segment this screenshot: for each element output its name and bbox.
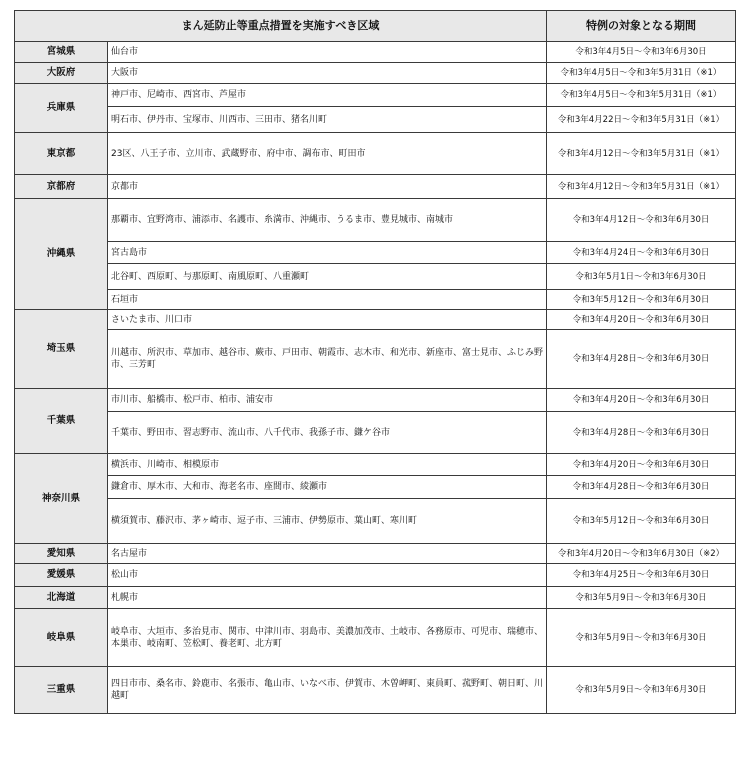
period-cell: 令和3年4月12日～令和3年6月30日 <box>547 199 736 242</box>
period-cell: 令和3年4月22日～令和3年5月31日（※1） <box>547 107 736 133</box>
table-row <box>15 310 736 330</box>
prefecture-cell: 大阪府 <box>15 63 108 84</box>
area-cell: 明石市、伊丹市、宝塚市、川西市、三田市、猪名川町 <box>108 107 547 133</box>
period-cell: 令和3年4月5日～令和3年5月31日（※1） <box>547 84 736 107</box>
period-cell: 令和3年4月5日～令和3年6月30日 <box>547 42 736 63</box>
prefecture-cell: 北海道 <box>15 587 108 609</box>
table-row <box>15 564 736 587</box>
area-cell: 神戸市、尼崎市、西宮市、芦屋市 <box>108 84 547 107</box>
area-cell: 名古屋市 <box>108 544 547 564</box>
period-cell: 令和3年4月20日～令和3年6月30日 <box>547 389 736 412</box>
table-row <box>15 389 736 412</box>
prefecture-cell: 愛知県 <box>15 544 108 564</box>
prefecture-cell: 沖縄県 <box>15 199 108 310</box>
table-row <box>15 544 736 564</box>
document-page <box>14 10 736 714</box>
area-cell: 石垣市 <box>108 290 547 310</box>
area-cell: 鎌倉市、厚木市、大和市、海老名市、座間市、綾瀬市 <box>108 476 547 499</box>
area-cell: 仙台市 <box>108 42 547 63</box>
prefecture-cell: 岐阜県 <box>15 609 108 667</box>
prefecture-cell: 宮城県 <box>15 42 108 63</box>
table-row <box>15 199 736 242</box>
prefecture-cell: 千葉県 <box>15 389 108 454</box>
area-cell: 千葉市、野田市、習志野市、流山市、八千代市、我孫子市、鎌ケ谷市 <box>108 412 547 454</box>
table-row <box>15 264 736 290</box>
area-cell: 大阪市 <box>108 63 547 84</box>
table-row <box>15 42 736 63</box>
table-row <box>15 242 736 264</box>
area-cell: 宮古島市 <box>108 242 547 264</box>
area-cell: 札幌市 <box>108 587 547 609</box>
period-cell: 令和3年4月28日～令和3年6月30日 <box>547 330 736 389</box>
table-row <box>15 133 736 175</box>
table-row <box>15 454 736 476</box>
period-cell: 令和3年5月1日～令和3年6月30日 <box>547 264 736 290</box>
area-cell: 那覇市、宜野湾市、浦添市、名護市、糸満市、沖縄市、うるま市、豊見城市、南城市 <box>108 199 547 242</box>
area-cell: 横須賀市、藤沢市、茅ヶ崎市、逗子市、三浦市、伊勢原市、葉山町、寒川町 <box>108 499 547 544</box>
table-row <box>15 476 736 499</box>
table-row <box>15 84 736 107</box>
priority-measures-table <box>14 10 736 714</box>
area-cell: 四日市市、桑名市、鈴鹿市、名張市、亀山市、いなべ市、伊賀市、木曽岬町、東員町、菰野町、朝日町、川越町 <box>108 667 547 714</box>
table-row <box>15 609 736 667</box>
table-body <box>15 42 736 714</box>
area-cell: 松山市 <box>108 564 547 587</box>
table-row <box>15 499 736 544</box>
period-cell: 令和3年5月9日～令和3年6月30日 <box>547 667 736 714</box>
area-cell: 北谷町、西原町、与那原町、南風原町、八重瀬町 <box>108 264 547 290</box>
period-cell: 令和3年4月24日～令和3年6月30日 <box>547 242 736 264</box>
table-row <box>15 107 736 133</box>
period-cell: 令和3年4月12日～令和3年5月31日（※1） <box>547 133 736 175</box>
period-cell: 令和3年4月12日～令和3年5月31日（※1） <box>547 175 736 199</box>
header-row <box>15 11 736 42</box>
period-cell: 令和3年4月20日～令和3年6月30日 <box>547 310 736 330</box>
period-cell: 令和3年4月28日～令和3年6月30日 <box>547 476 736 499</box>
table-row <box>15 412 736 454</box>
prefecture-cell: 愛媛県 <box>15 564 108 587</box>
header-area: まん延防止等重点措置を実施すべき区域 <box>15 11 547 42</box>
prefecture-cell: 京都府 <box>15 175 108 199</box>
area-cell: さいたま市、川口市 <box>108 310 547 330</box>
period-cell: 令和3年5月12日～令和3年6月30日 <box>547 290 736 310</box>
table-row <box>15 290 736 310</box>
area-cell: 川越市、所沢市、草加市、越谷市、蕨市、戸田市、朝霞市、志木市、和光市、新座市、富士見市、ふじみ野市、三芳町 <box>108 330 547 389</box>
table-row <box>15 175 736 199</box>
period-cell: 令和3年4月20日～令和3年6月30日（※2） <box>547 544 736 564</box>
area-cell: 京都市 <box>108 175 547 199</box>
table-row <box>15 587 736 609</box>
period-cell: 令和3年4月28日～令和3年6月30日 <box>547 412 736 454</box>
period-cell: 令和3年5月9日～令和3年6月30日 <box>547 587 736 609</box>
prefecture-cell: 神奈川県 <box>15 454 108 544</box>
table-row <box>15 667 736 714</box>
period-cell: 令和3年5月9日～令和3年6月30日 <box>547 609 736 667</box>
prefecture-cell: 三重県 <box>15 667 108 714</box>
period-cell: 令和3年5月12日～令和3年6月30日 <box>547 499 736 544</box>
period-cell: 令和3年4月25日～令和3年6月30日 <box>547 564 736 587</box>
prefecture-cell: 兵庫県 <box>15 84 108 133</box>
table-row <box>15 63 736 84</box>
area-cell: 岐阜市、大垣市、多治見市、関市、中津川市、羽島市、美濃加茂市、土岐市、各務原市、可児市、瑞穂市、本巣市、岐南町、笠松町、養老町、北方町 <box>108 609 547 667</box>
table-row <box>15 330 736 389</box>
header-period: 特例の対象となる期間 <box>547 11 736 42</box>
prefecture-cell: 東京都 <box>15 133 108 175</box>
area-cell: 23区、八王子市、立川市、武蔵野市、府中市、調布市、町田市 <box>108 133 547 175</box>
area-cell: 市川市、船橋市、松戸市、柏市、浦安市 <box>108 389 547 412</box>
prefecture-cell: 埼玉県 <box>15 310 108 389</box>
area-cell: 横浜市、川崎市、相模原市 <box>108 454 547 476</box>
period-cell: 令和3年4月20日～令和3年6月30日 <box>547 454 736 476</box>
period-cell: 令和3年4月5日～令和3年5月31日（※1） <box>547 63 736 84</box>
